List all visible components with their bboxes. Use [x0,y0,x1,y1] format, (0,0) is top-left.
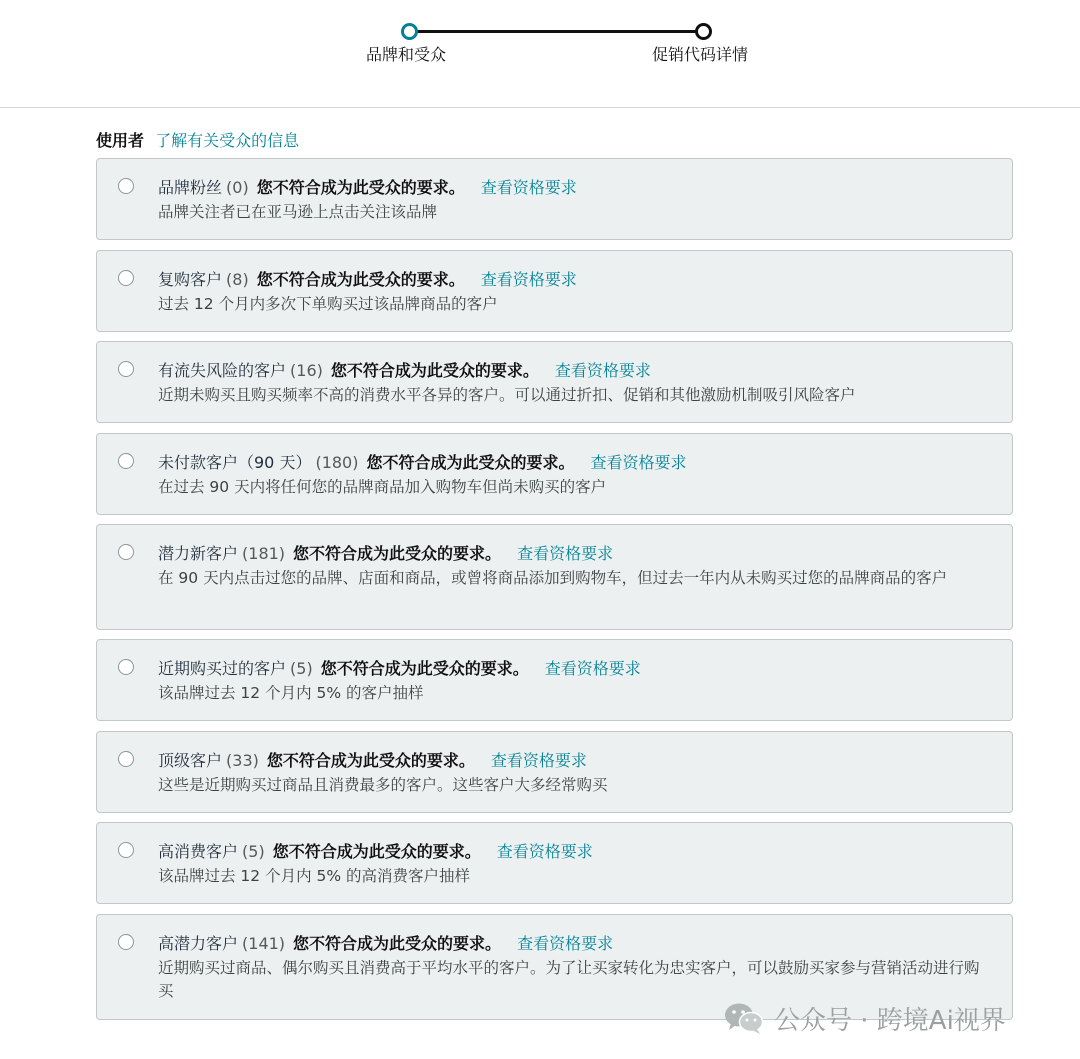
audience-name: 潜力新客户 [158,544,239,563]
audience-count: (5) [290,659,313,678]
audience-count: (141) [242,934,286,953]
view-requirements-link[interactable]: 查看资格要求 [544,659,641,678]
audience-name: 复购客户 [158,270,223,289]
view-requirements-link[interactable]: 查看资格要求 [480,270,577,289]
audience-count: (181) [242,544,286,563]
radio-button[interactable] [118,178,134,194]
audience-description: 品牌关注者已在亚马逊上点击关注该品牌 [158,203,438,221]
audience-name: 近期购买过的客户 [158,659,287,678]
stepper-line [414,30,696,33]
audience-option-brand-fans[interactable] [96,158,1013,240]
audience-title [158,267,577,290]
watermark-text: 公众号 · 跨境Ai视界 [774,1005,1006,1036]
audience-description: 近期购买过商品、偶尔购买且消费高于平均水平的客户。为了让买家转化为忠实客户，可以鼓励买家参与营销活动进行购买 [158,959,980,1000]
header-divider [0,107,1080,108]
view-requirements-link[interactable]: 查看资格要求 [517,934,614,953]
audience-description: 这些是近期购买过商品且消费最多的客户。这些客户大多经常购买 [158,776,608,794]
audience-option-top-customers[interactable] [96,731,1013,813]
ineligible-warning: 您不符合成为此受众的要求。 [256,178,465,197]
audience-title [158,175,577,198]
audience-description: 在过去 90 天内将任何您的品牌商品加入购物车但尚未购买的客户 [158,478,607,496]
audience-option-recent-buyers[interactable] [96,639,1013,721]
radio-button[interactable] [118,544,134,560]
audience-description: 近期未购买且购买频率不高的消费水平各异的客户。可以通过折扣、促销和其他激励机制吸引风险客户 [158,386,856,404]
used-by-label: 使用者 [96,131,145,150]
audience-description: 该品牌过去 12 个月内 5% 的高消费客户抽样 [158,867,471,885]
audience-title [158,358,651,381]
audience-section-header [96,128,299,151]
audience-name: 高消费客户 [158,842,239,861]
view-requirements-link[interactable]: 查看资格要求 [496,842,593,861]
audience-name: 未付款客户（90 天） [158,453,312,472]
audience-option-repeat-customers[interactable] [96,250,1013,332]
audience-count: (33) [226,751,259,770]
audience-name: 有流失风险的客户 [158,361,287,380]
view-requirements-link[interactable]: 查看资格要求 [480,178,577,197]
wechat-icon [724,1001,764,1035]
radio-button[interactable] [118,659,134,675]
audience-title [158,748,587,771]
radio-button[interactable] [118,270,134,286]
audience-count: (0) [226,178,249,197]
audience-name: 品牌粉丝 [158,178,223,197]
audience-title [158,839,593,862]
audience-option-at-risk[interactable] [96,341,1013,423]
ineligible-warning: 您不符合成为此受众的要求。 [330,361,539,380]
view-requirements-link[interactable]: 查看资格要求 [554,361,651,380]
audience-title [158,656,641,679]
audience-option-potential-new[interactable] [96,524,1013,630]
audience-option-cart-abandoners[interactable] [96,433,1013,515]
audience-description: 该品牌过去 12 个月内 5% 的客户抽样 [158,684,424,702]
step-2-indicator[interactable] [695,23,712,40]
ineligible-warning: 您不符合成为此受众的要求。 [256,270,465,289]
audience-count: (16) [290,361,323,380]
ineligible-warning: 您不符合成为此受众的要求。 [366,453,575,472]
audience-title [158,450,687,473]
radio-button[interactable] [118,934,134,950]
audience-title [158,931,613,954]
ineligible-warning: 您不符合成为此受众的要求。 [272,842,481,861]
audience-info-link[interactable]: 了解有关受众的信息 [155,131,300,150]
progress-stepper [0,0,1080,108]
watermark [724,998,1006,1038]
radio-button[interactable] [118,842,134,858]
ineligible-warning: 您不符合成为此受众的要求。 [293,934,502,953]
audience-name: 顶级客户 [158,751,223,770]
audience-count: (180) [315,453,359,472]
audience-count: (5) [242,842,265,861]
radio-button[interactable] [118,751,134,767]
ineligible-warning: 您不符合成为此受众的要求。 [266,751,475,770]
step-1-indicator[interactable] [401,23,418,40]
audience-description: 在 90 天内点击过您的品牌、店面和商品，或曾将商品添加到购物车，但过去一年内从未购买过您的品牌商品的客户 [158,569,948,587]
view-requirements-link[interactable]: 查看资格要求 [490,751,587,770]
view-requirements-link[interactable]: 查看资格要求 [517,544,614,563]
audience-option-high-spend[interactable] [96,822,1013,904]
radio-button[interactable] [118,453,134,469]
step-2-label[interactable]: 促销代码详情 [652,45,749,64]
audience-name: 高潜力客户 [158,934,239,953]
ineligible-warning: 您不符合成为此受众的要求。 [320,659,529,678]
audience-count: (8) [226,270,249,289]
view-requirements-link[interactable]: 查看资格要求 [590,453,687,472]
step-1-label[interactable]: 品牌和受众 [366,45,447,64]
ineligible-warning: 您不符合成为此受众的要求。 [293,544,502,563]
audience-description: 过去 12 个月内多次下单购买过该品牌商品的客户 [158,295,498,313]
radio-button[interactable] [118,361,134,377]
audience-title [158,541,613,564]
